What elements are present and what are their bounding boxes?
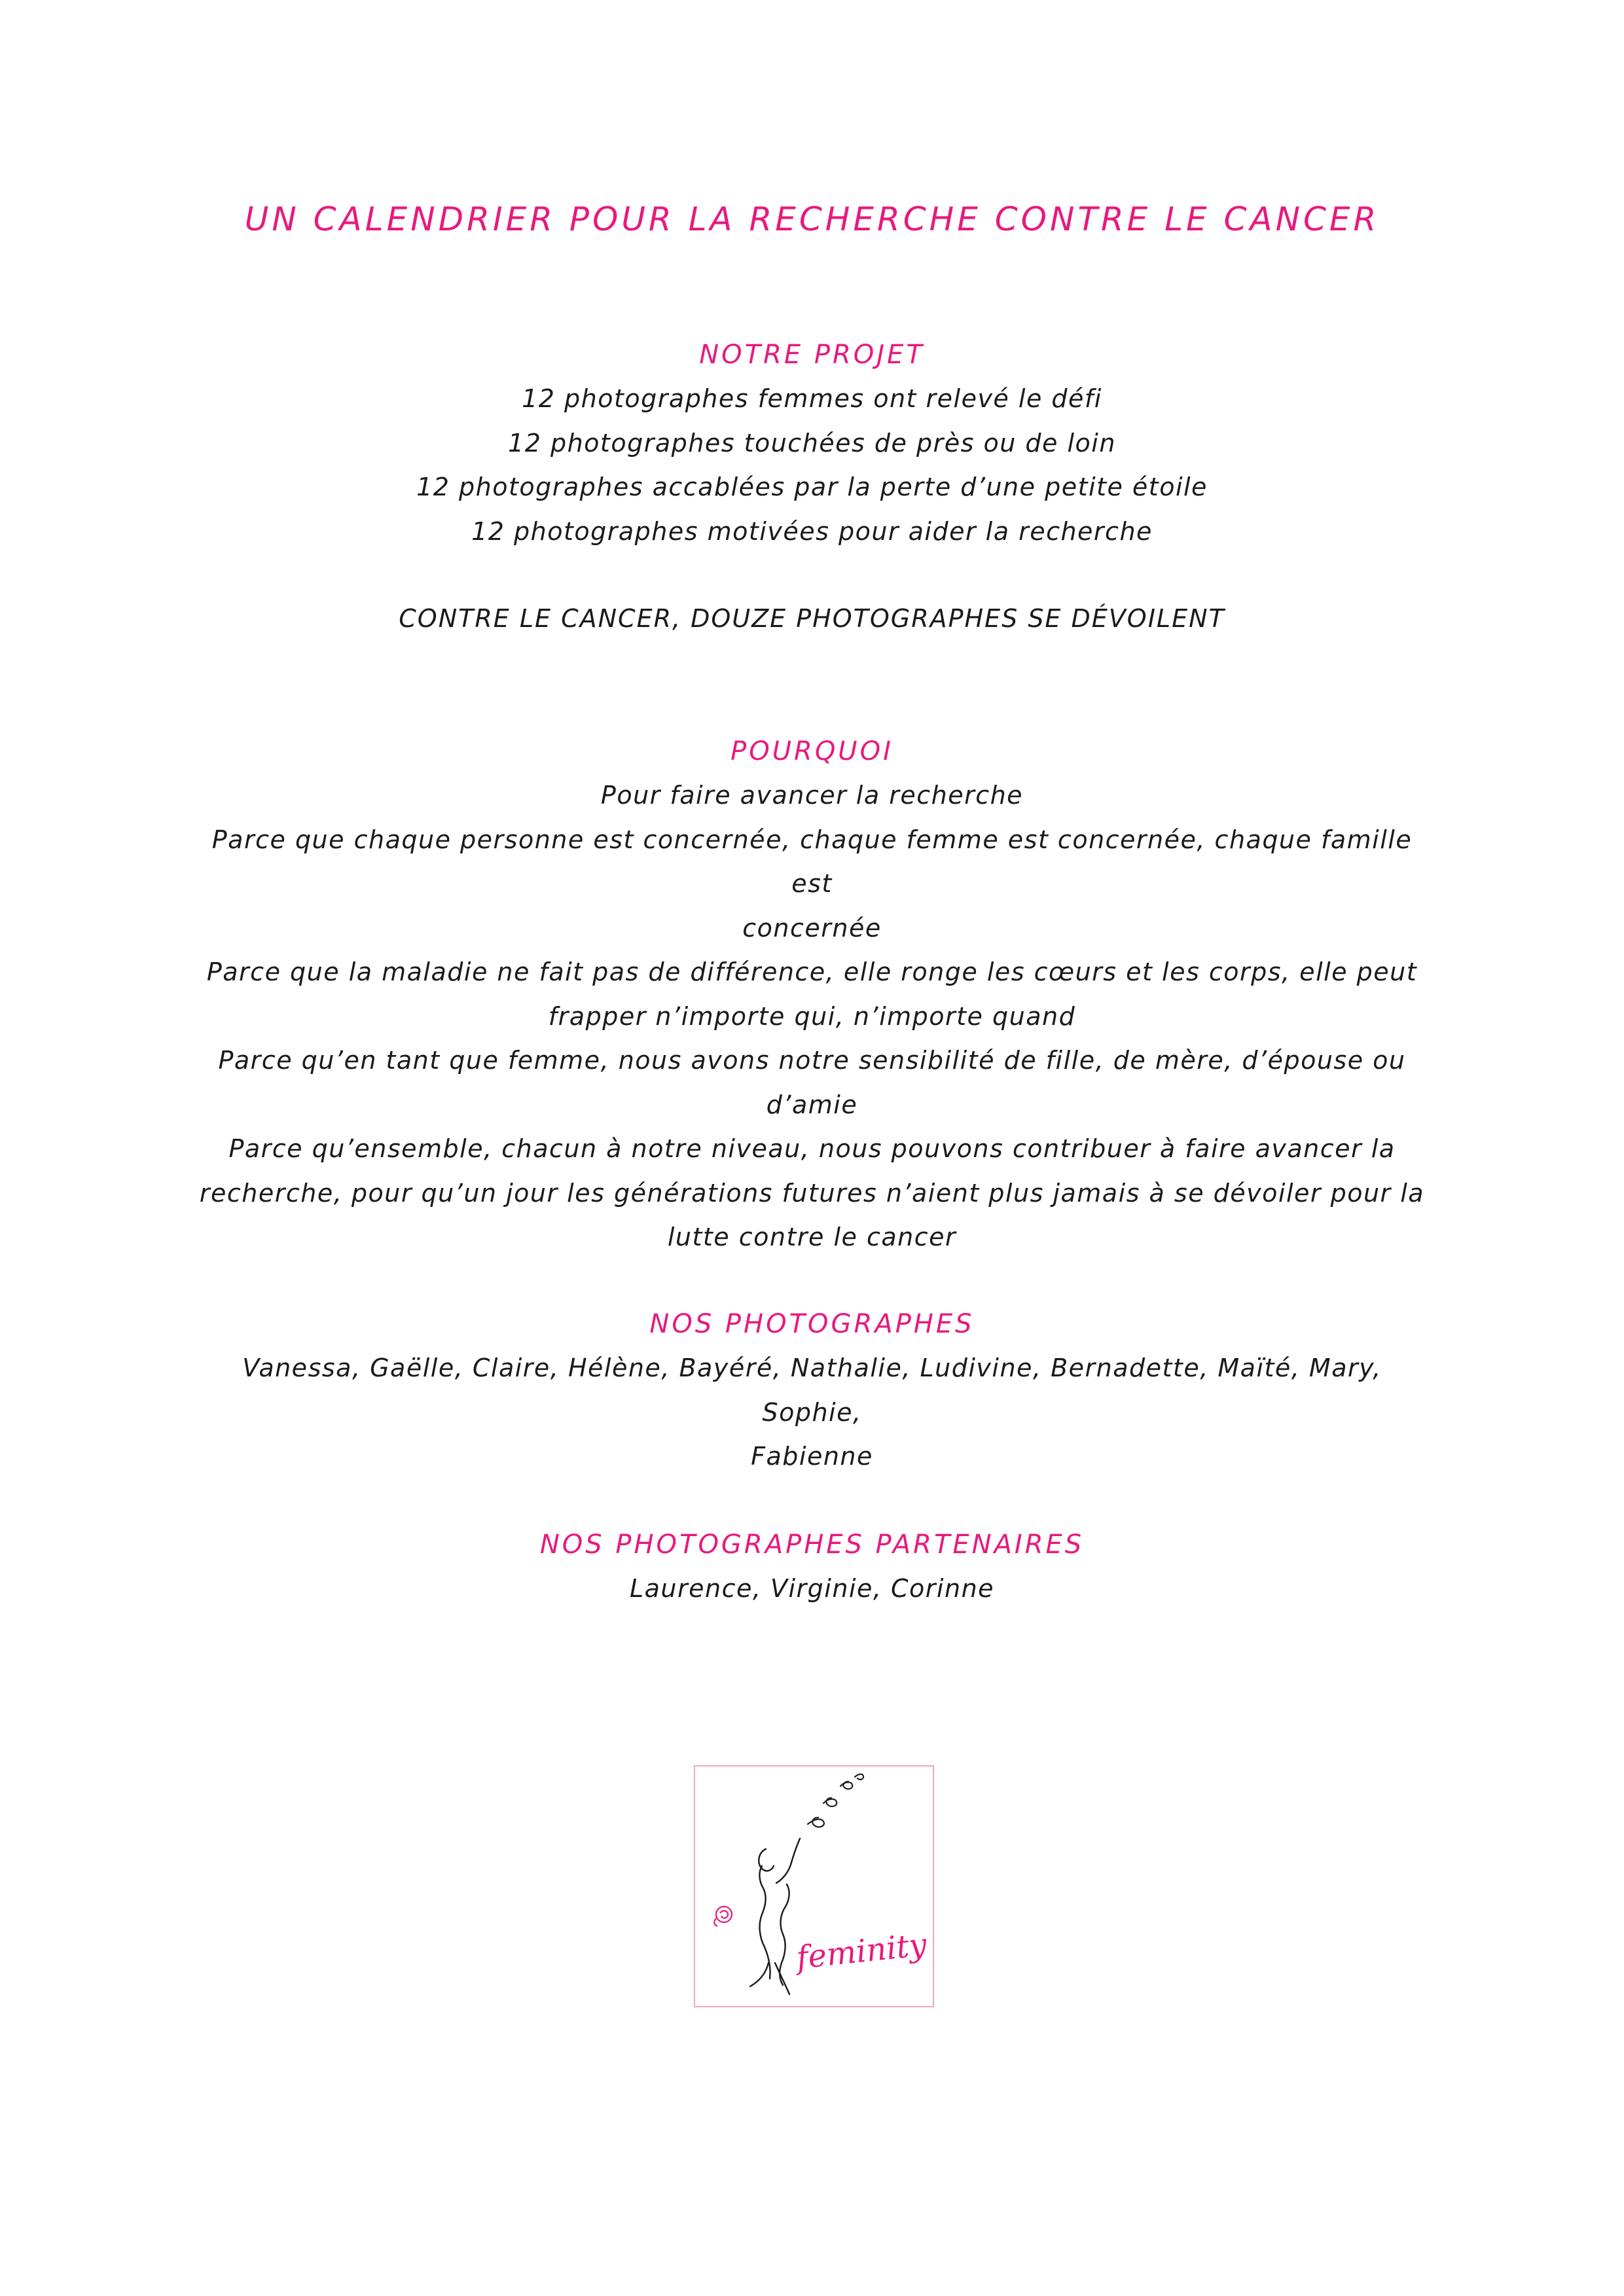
ribbon-loop — [808, 1818, 824, 1827]
section-heading-photographes: NOS PHOTOGRAPHES — [649, 1309, 975, 1339]
ribbon-loop — [823, 1798, 837, 1806]
section-heading-pourquoi: POURQUOI — [731, 736, 893, 766]
pourquoi-line: Parce qu’ensemble, chacun à notre niveau, nous pouvons contribuer à faire avancer la — [228, 1134, 1396, 1163]
section-heading-projet: NOTRE PROJET — [699, 340, 925, 370]
pourquoi-line: Parce que chaque personne est concernée, chaque femme est concernée, chaque famille est — [211, 825, 1413, 898]
rose-outer — [716, 1907, 732, 1922]
figure-leg — [775, 1963, 789, 1994]
ribbon-loop — [855, 1774, 863, 1780]
feminity-logo-drawing — [695, 1767, 933, 2006]
section-projet — [196, 332, 1428, 641]
section-pourquoi — [196, 729, 1428, 1260]
section-heading-partenaires: NOS PHOTOGRAPHES PARTENAIRES — [539, 1530, 1085, 1560]
figure-arm — [776, 1839, 800, 1883]
pourquoi-line: concernée — [742, 913, 882, 942]
partenaires-line: Laurence, Virginie, Corinne — [629, 1574, 995, 1603]
projet-line: 12 photographes motivées pour aider la recherche — [471, 516, 1153, 546]
feminity-logo — [694, 1765, 934, 2007]
projet-line: 12 photographes femmes ont relevé le défi — [522, 384, 1102, 413]
logo-text: feminity — [794, 1926, 929, 1977]
pourquoi-line: Parce qu’en tant que femme, nous avons notre sensibilité de fille, de mère, d’épouse ou — [218, 1046, 1406, 1075]
pourquoi-line: lutte contre le cancer — [667, 1223, 957, 1251]
pourquoi-line: recherche, pour qu’un jour les générations futures n’aient plus jamais à se dévoiler pour la — [199, 1178, 1425, 1208]
rose-inner — [720, 1910, 728, 1918]
figure-silhouette — [750, 1839, 800, 1994]
figure-front — [780, 1884, 789, 1985]
projet-line: 12 photographes accablées par la perte d’une petite étoile — [416, 473, 1208, 501]
photographes-line: Fabienne — [751, 1442, 873, 1471]
rose-leaf — [714, 1918, 717, 1926]
pourquoi-line: Pour faire avancer la recherche — [600, 781, 1024, 810]
pourquoi-line: d’amie — [766, 1090, 858, 1119]
photographes-line: Vanessa, Gaëlle, Claire, Hélène, Bayéré, Nathalie, Ludivine, Bernadette, Maïté, Mary, Sophie, — [242, 1354, 1382, 1427]
projet-line: 12 photographes touchées de près ou de loin — [508, 428, 1116, 457]
ribbon-loop — [840, 1782, 852, 1789]
section-partenaires — [196, 1522, 1428, 1611]
projet-tagline: CONTRE LE CANCER, DOUZE PHOTOGRAPHES SE DÉVOILENT — [399, 604, 1225, 633]
ribbon-loops — [808, 1774, 863, 1827]
pourquoi-line: frapper n’importe qui, n’importe quand — [548, 1001, 1076, 1031]
page-title: UN CALENDRIER POUR LA RECHERCHE CONTRE LE CANCER — [244, 200, 1380, 238]
rose-icon — [714, 1907, 732, 1926]
figure-back — [759, 1866, 770, 1979]
pourquoi-line: Parce que la maladie ne fait pas de différence, elle ronge les cœurs et les corps, elle peut — [206, 958, 1418, 986]
figure-leg — [750, 1963, 768, 1986]
section-photographes — [196, 1302, 1428, 1479]
